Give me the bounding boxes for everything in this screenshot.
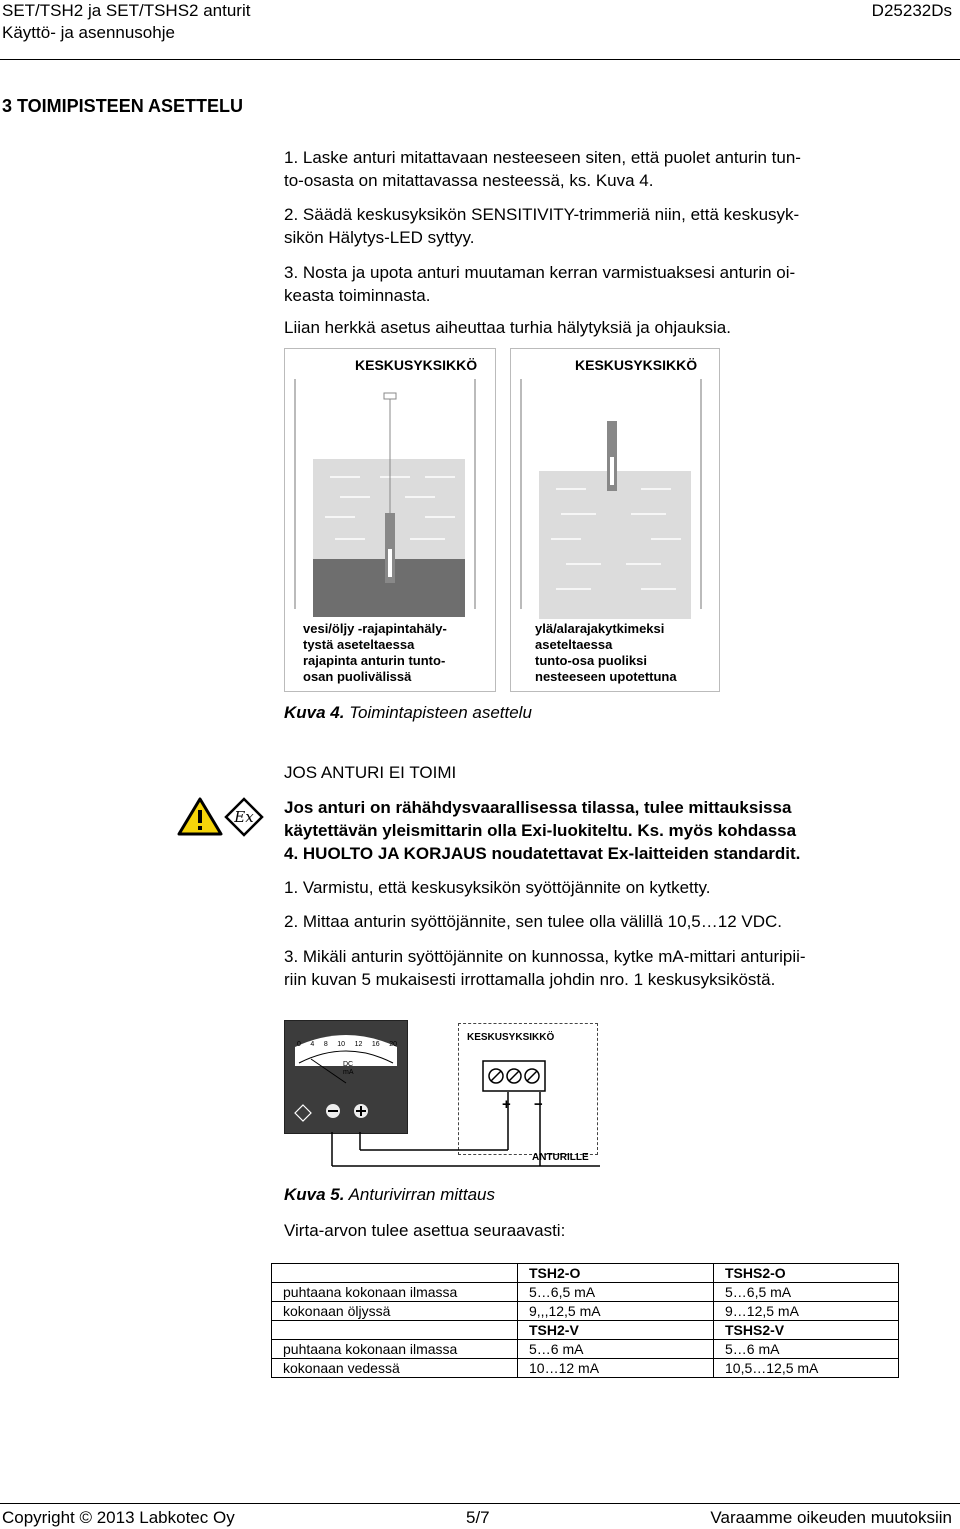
table-row [272, 1264, 899, 1283]
footer-rights: Varaamme oikeuden muutoksiin [710, 1508, 952, 1527]
table-cell: 5…6 mA [714, 1340, 899, 1359]
caption-line: tystä aseteltaessa [303, 637, 415, 652]
sensitivity-note: Liian herkkä asetus aiheuttaa turhia hälytyksiä ja ohjauksia. [284, 318, 731, 337]
current-values-table [271, 1263, 899, 1378]
table-row [272, 1359, 899, 1378]
step-1-line2: to-osasta on mitattavassa nesteessä, ks. Kuva 4. [284, 171, 654, 190]
figure4-right-panel [510, 348, 720, 692]
troubleshoot-step-3-line2: riin kuvan 5 mukaisesti irrottamalla johdin nro. 1 keskusyksiköstä. [284, 970, 776, 989]
scale-tick: 4 [310, 1041, 315, 1048]
warning-line: käytettävän yleismittarin olla Exi-luokiteltu. Ks. myös kohdassa [284, 821, 797, 840]
caption-line: rajapinta anturin tunto- [303, 653, 446, 668]
scale-tick: 20 [389, 1041, 397, 1048]
table-header-cell: TSHS2-V [714, 1321, 899, 1340]
caption-line: ylä/alarajakytkimeksi [535, 621, 665, 636]
doc-title: SET/TSH2 ja SET/TSHS2 anturit [2, 1, 251, 20]
figure5-caption-text: Anturivirran mittaus [344, 1185, 496, 1204]
footer-page-number: 5/7 [466, 1508, 490, 1527]
figure4-right-title: KESKUSYKSIKKÖ [575, 357, 698, 373]
warning-triangle-icon [177, 796, 223, 841]
doc-subtitle: Käyttö- ja asennusohje [2, 23, 175, 42]
header-rule [0, 59, 960, 60]
terminal-minus: − [534, 1096, 543, 1113]
troubleshoot-step-2: 2. Mittaa anturin syöttöjännite, sen tulee olla välillä 10,5…12 VDC. [284, 912, 782, 931]
figure4-left-caption [303, 621, 447, 685]
figure4-left-title: KESKUSYKSIKKÖ [355, 357, 478, 373]
anturille-label: ANTURILLE [532, 1152, 589, 1163]
meter-unit-dc: DC [343, 1061, 354, 1068]
table-cell: 9…12,5 mA [714, 1302, 899, 1321]
troubleshoot-step-1: 1. Varmistu, että keskusyksikön syöttöjännite on kytketty. [284, 878, 711, 897]
table-cell: 9,,,12,5 mA [518, 1302, 714, 1321]
table-cell: puhtaana kokonaan ilmassa [272, 1340, 518, 1359]
figure4-left-panel [284, 348, 496, 692]
table-cell: kokonaan vedessä [272, 1359, 518, 1378]
svg-text:Ex: Ex [234, 808, 254, 826]
figure4-caption [284, 703, 532, 723]
step-2-line2: sikön Hälytys-LED syttyy. [284, 228, 475, 247]
wiring [284, 1020, 614, 1170]
caption-line: nesteeseen upotettuna [535, 669, 677, 684]
scale-tick: 10 [337, 1041, 346, 1048]
scale-tick: 16 [371, 1041, 380, 1048]
table-cell: 10,5…12,5 mA [714, 1359, 899, 1378]
footer-copyright: Copyright © 2013 Labkotec Oy [2, 1508, 235, 1527]
scale-tick: 8 [323, 1041, 328, 1048]
figure-4 [284, 348, 720, 692]
table-row [272, 1302, 899, 1321]
step-1-line1: 1. Laske anturi mitattavaan nesteeseen siten, että puolet anturin tun- [284, 148, 801, 167]
table-row [272, 1283, 899, 1302]
table-cell: 5…6,5 mA [714, 1283, 899, 1302]
figure-5 [284, 1020, 614, 1170]
figure4-caption-text: Toimintapisteen asettelu [344, 703, 532, 722]
ex-mark-icon [224, 797, 264, 842]
table-cell [272, 1264, 518, 1283]
warning-line: Jos anturi on rähähdysvaarallisessa tilassa, tulee mittauksissa [284, 798, 792, 817]
table-header-cell: TSH2-O [518, 1264, 714, 1283]
table-row [272, 1321, 899, 1340]
caption-line: vesi/öljy -rajapintahäly- [303, 621, 447, 636]
table-header-cell: TSH2-V [518, 1321, 714, 1340]
table-cell: 10…12 mA [518, 1359, 714, 1378]
figure5-caption-label: Kuva 5. [284, 1185, 345, 1204]
figure4-caption-label: Kuva 4. [284, 703, 345, 722]
section-heading: 3 TOIMIPISTEEN ASETTELU [2, 96, 244, 116]
table-cell: kokonaan öljyssä [272, 1302, 518, 1321]
caption-line: aseteltaessa [535, 637, 613, 652]
troubleshoot-step-3-line1: 3. Mikäli anturin syöttöjännite on kunnossa, kytke mA-mittari anturipii- [284, 947, 806, 966]
table-cell: puhtaana kokonaan ilmassa [272, 1283, 518, 1302]
table-cell: 5…6,5 mA [518, 1283, 714, 1302]
doc-code: D25232Ds [871, 1, 952, 20]
caption-line: tunto-osa puoliksi [535, 653, 647, 668]
meter-unit-ma: mA [343, 1069, 354, 1076]
step-3-line2: keasta toiminnasta. [284, 286, 431, 305]
warning-line: 4. HUOLTO JA KORJAUS noudatettavat Ex-laitteiden standardit. [284, 844, 801, 863]
table-header-cell: TSHS2-O [714, 1264, 899, 1283]
step-2-line1: 2. Säädä keskusyksikön SENSITIVITY-trimmeriä niin, että keskusyk- [284, 205, 800, 224]
scale-tick: 12 [354, 1041, 363, 1048]
central-unit-title: KESKUSYKSIKKÖ [467, 1032, 555, 1043]
table-cell [272, 1321, 518, 1340]
current-intro: Virta-arvon tulee asettua seuraavasti: [284, 1221, 566, 1240]
footer-rule [0, 1503, 960, 1504]
caption-line: osan puolivälissä [303, 669, 412, 684]
troubleshoot-heading: JOS ANTURI EI TOIMI [284, 763, 457, 782]
figure4-right-caption [535, 621, 677, 685]
terminal-plus: + [502, 1096, 511, 1113]
table-row [272, 1340, 899, 1359]
step-3-line1: 3. Nosta ja upota anturi muutaman kerran varmistuaksesi anturin oi- [284, 263, 796, 282]
figure5-caption [284, 1185, 495, 1205]
table-cell: 5…6 mA [518, 1340, 714, 1359]
scale-tick: 0 [297, 1041, 301, 1048]
